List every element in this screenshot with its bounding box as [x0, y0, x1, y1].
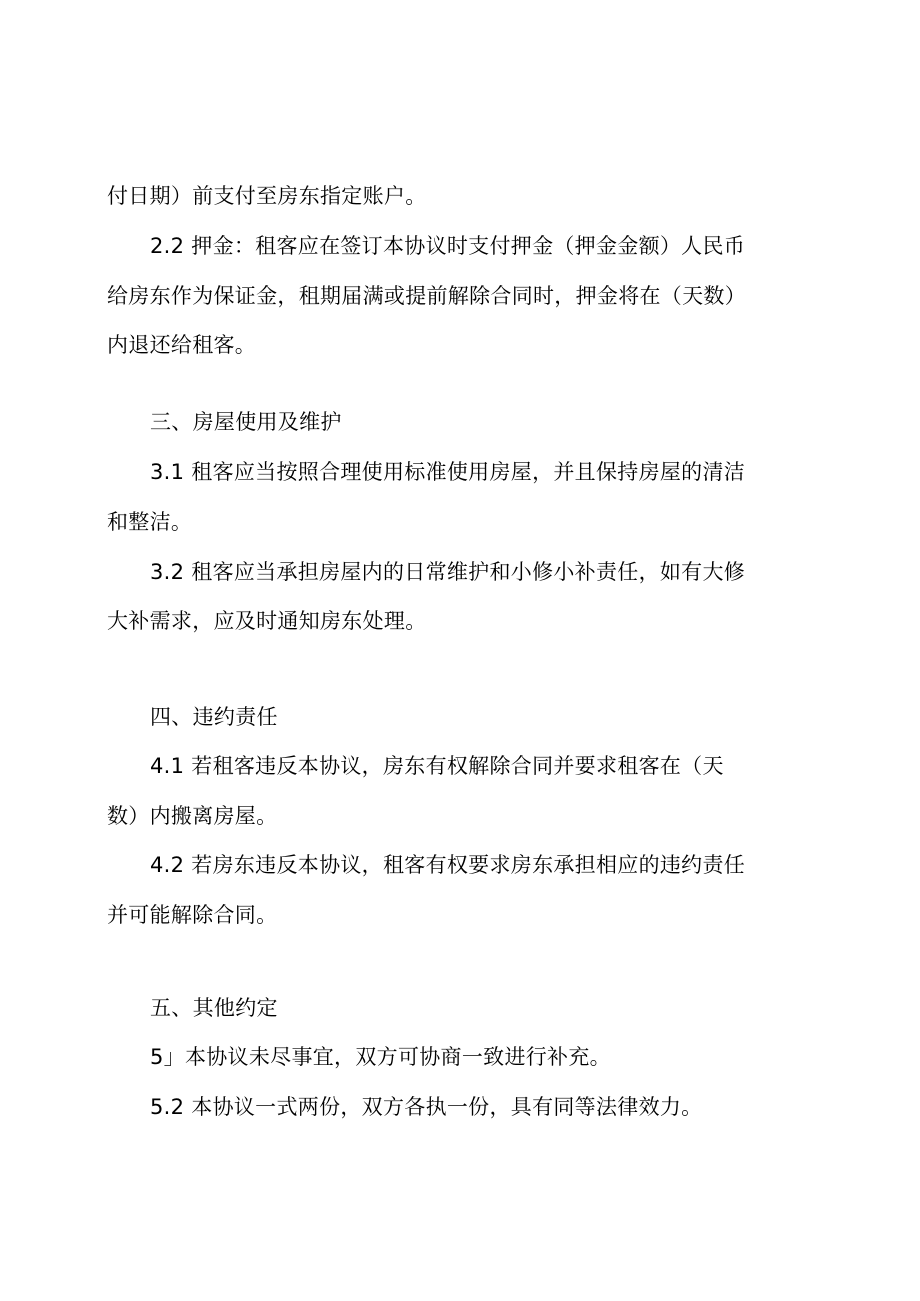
- clause-4-2-line-2: 并可能解除合同。: [107, 903, 278, 927]
- clause-3-1-line-1: 3.1 租客应当按照合理使用标准使用房屋，并且保持房屋的清洁: [150, 460, 746, 484]
- section-3-heading: 三、房屋使用及维护: [150, 410, 342, 434]
- clause-4-1-line-2: 数）内搬离房屋。: [107, 804, 278, 828]
- section-5-heading: 五、其他约定: [150, 996, 278, 1020]
- clause-3-2-line-1: 3.2 租客应当承担房屋内的日常维护和小修小补责任，如有大修: [150, 560, 746, 584]
- clause-4-1-line-1: 4.1 若租客违反本协议，房东有权解除合同并要求租客在（天: [150, 754, 724, 778]
- clause-5-1-line-1: 5」本协议未尽事宜，双方可协商一致进行补充。: [150, 1045, 611, 1069]
- clause-3-1-line-2: 和整洁。: [107, 510, 193, 534]
- section-4-heading: 四、违约责任: [150, 705, 278, 729]
- clause-4-2-line-1: 4.2 若房东违反本协议，租客有权要求房东承担相应的违约责任: [150, 853, 746, 877]
- payment-continuation-line: 付日期）前支付至房东指定账户。: [107, 184, 427, 208]
- clause-3-2-line-2: 大补需求，应及时通知房东处理。: [107, 609, 427, 633]
- clause-2-2-line-3: 内退还给租客。: [107, 333, 257, 357]
- clause-2-2-line-1: 2.2 押金：租客应在签订本协议时支付押金（押金金额）人民币: [150, 234, 746, 258]
- clause-2-2-line-2: 给房东作为保证金，租期届满或提前解除合同时，押金将在（天数）: [107, 284, 746, 308]
- clause-5-2-line-1: 5.2 本协议一式两份，双方各执一份，具有同等法律效力。: [150, 1095, 703, 1119]
